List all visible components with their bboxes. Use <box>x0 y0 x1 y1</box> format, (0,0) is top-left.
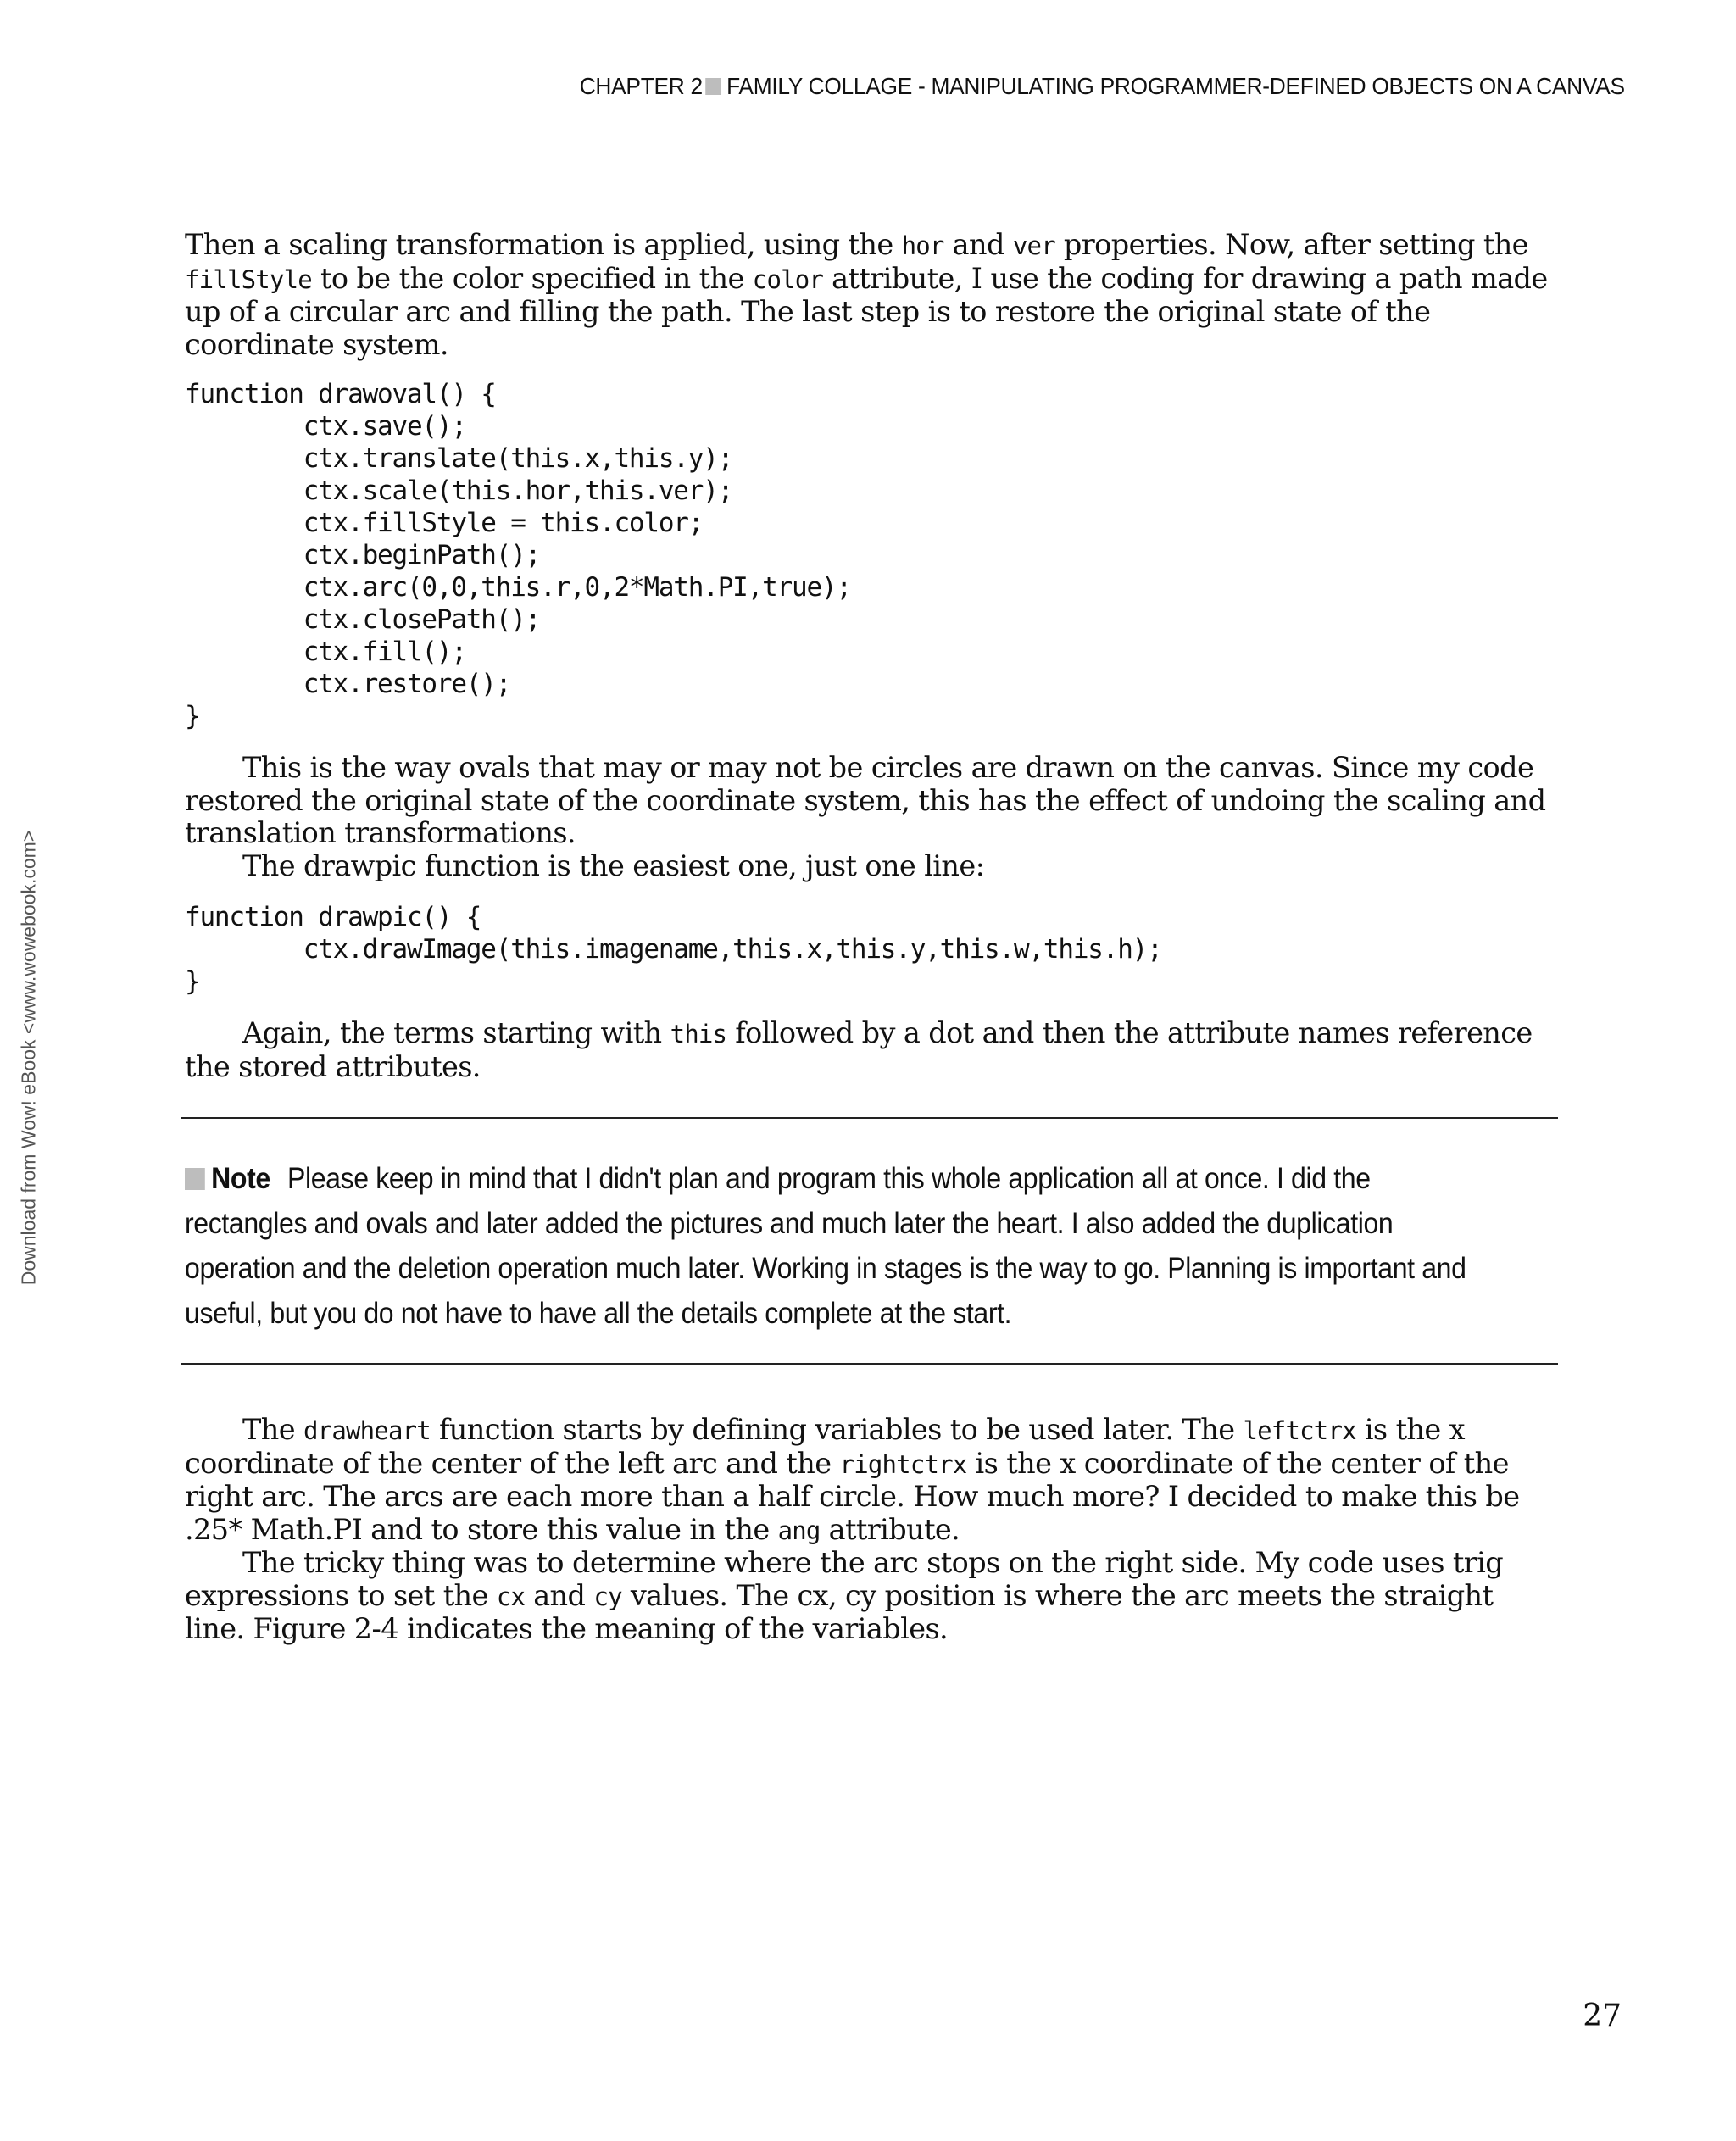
paragraph-ovals: This is the way ovals that may or may not be circles are drawn on the canvas. Since my code restored the original state of the coordinate system, this has the effect of undoing the scaling and translation transformations. <box>185 751 1546 849</box>
paragraph-drawheart: The drawheart function starts by defining variables to be used later. The leftctrx is the x coordinate of the center of the left arc and the rightctrx is the x coordinate of the center of the right arc. The arcs are each more than a half circle. How much more? I decided to make this be .25* Math.PI and to store this value in the ang attribute. <box>185 1413 1520 1546</box>
inline-code: fillStyle <box>185 264 312 294</box>
inline-code: rightctrx <box>839 1449 967 1479</box>
inline-code: cy <box>593 1582 622 1611</box>
paragraph-scaling: Then a scaling transformation is applied, using the hor and ver properties. Now, after setting the fillStyle to be the color specified in the color attribute, I use the coding for drawing a path made up of a circular arc and filling the path. The last step is to restore the original state of the coordinate system. <box>185 228 1548 361</box>
page-number: 27 <box>1583 1999 1622 2033</box>
inline-code: cx <box>496 1582 526 1611</box>
inline-code: this <box>670 1020 727 1048</box>
code-block-drawpic: function drawpic() { ctx.drawImage(this.imagename,this.x,this.y,this.w,this.h); } <box>185 902 1162 997</box>
inline-code: drawheart <box>303 1416 431 1445</box>
inline-code: color <box>752 264 824 294</box>
running-header <box>580 73 1625 100</box>
page-content <box>185 229 1558 1083</box>
download-watermark: Download from Wow! eBook <www.wowebook.com> <box>17 830 40 1286</box>
chapter-label: CHAPTER 2 <box>579 73 704 99</box>
inline-code: hor <box>901 231 944 260</box>
page-content-lower <box>185 1414 1558 1646</box>
square-bullet-icon <box>706 78 722 95</box>
note-text <box>185 1156 1472 1336</box>
note-body: Please keep in mind that I didn't plan and program this whole application all at once. I did the rectangles and ovals and later added the pictures and much later the heart. I also added the duplication operation and the deletion operation much later. Working in stages is the way to go. Planning is important and useful, but you do not have to have all the details complete at the start. <box>185 1162 1466 1330</box>
chapter-title: FAMILY COLLAGE - MANIPULATING PROGRAMMER-DEFINED OBJECTS ON A CANVAS <box>726 73 1626 99</box>
square-bullet-icon <box>185 1168 205 1190</box>
note-label: Note <box>211 1162 270 1195</box>
paragraph-trig: The tricky thing was to determine where the arc stops on the right side. My code uses trig expressions to set the cx and cy values. The cx, cy position is where the arc meets the straight line. Figure 2-4 indicates the meaning of the variables. <box>185 1546 1504 1645</box>
inline-code: ang <box>777 1515 821 1545</box>
code-block-drawoval: function drawoval() { ctx.save(); ctx.translate(this.x,this.y); ctx.scale(this.hor,this.ver); ctx.fillStyle = this.color; ctx.beginPath(); ctx.arc(0,0,this.r,0,2*Math.PI,true); ctx.closePath(); ctx.fill(); ctx.restore(); } <box>185 379 851 731</box>
paragraph-drawpic-intro: The drawpic function is the easiest one, just one line: <box>242 848 985 882</box>
note-box <box>181 1117 1558 1365</box>
paragraph-this-terms: Again, the terms starting with this followed by a dot and then the attribute names reference the stored attributes. <box>185 1016 1533 1083</box>
inline-code: leftctrx <box>1243 1416 1356 1445</box>
inline-code: ver <box>1012 231 1055 260</box>
